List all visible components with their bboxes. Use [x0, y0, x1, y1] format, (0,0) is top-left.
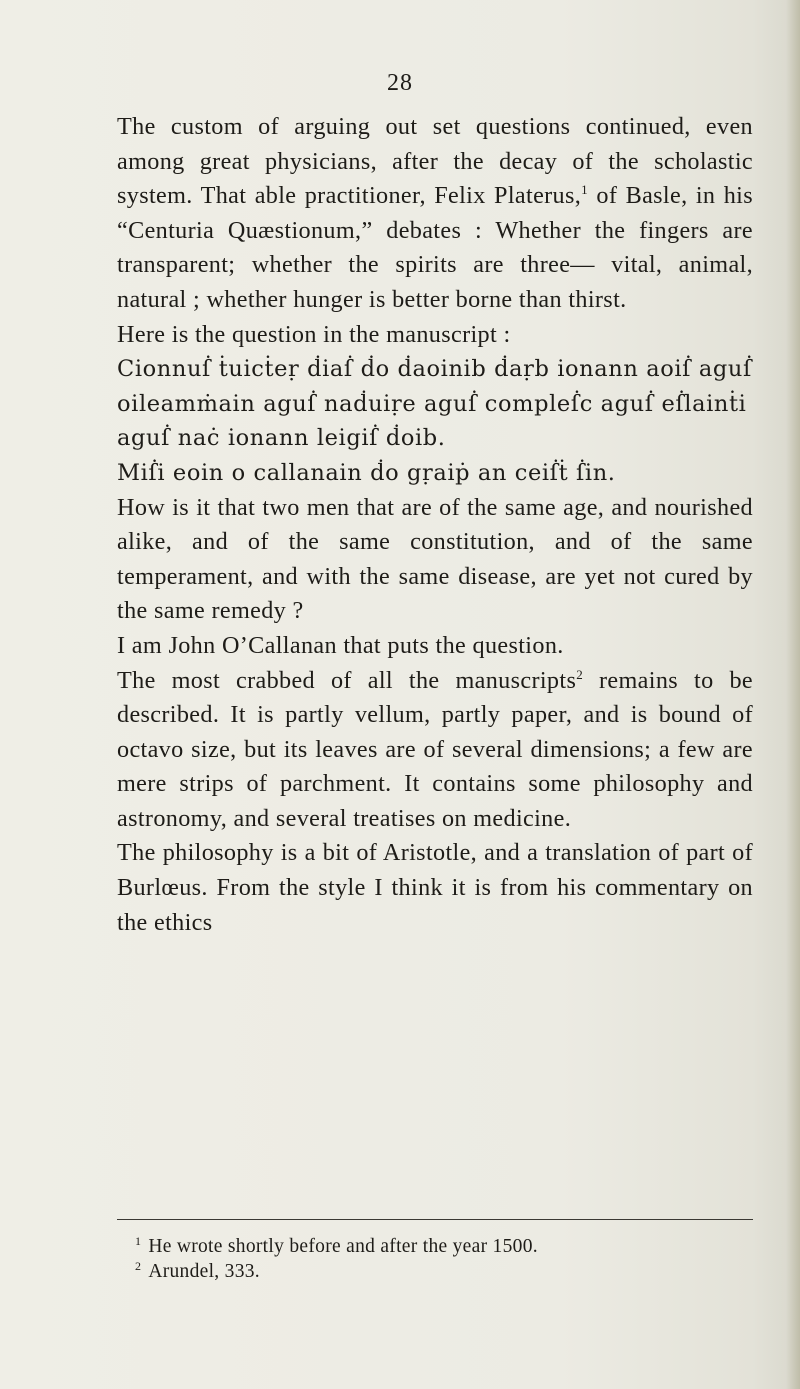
- footnote-mark: 1: [135, 1233, 142, 1248]
- body-text: [117, 110, 753, 940]
- footnote-divider: [117, 1219, 753, 1220]
- footnotes: [135, 1234, 755, 1284]
- footnote-2: [135, 1259, 755, 1284]
- page-edge-shadow: [786, 0, 800, 1389]
- footnote-text: Arundel, 333.: [148, 1261, 260, 1282]
- paragraph-text: The custom of arguing out set questions continued, even among great physicians, after the decay of the scholastic system. That able practitioner, Felix Platerus,: [117, 113, 753, 210]
- footnote-ref-2[interactable]: 2: [576, 666, 584, 682]
- footnote-mark: 2: [135, 1258, 142, 1273]
- paragraph-text-cont: remains to be described. It is partly vellum, partly paper, and is bound of octavo size, but its leaves are of several dimensions; a few are mere strips of parchment. It contains some philosophy and astronomy, and several treatises on medicine.: [117, 666, 753, 832]
- paragraph-translation: How is it that two men that are of the same age, and nourished alike, and of the same constitution, and of the same temperament, and with the same disease, are yet not cured by the same remedy ?: [117, 493, 753, 625]
- paragraph-platerus: [117, 110, 753, 318]
- footnote-1: [135, 1234, 755, 1259]
- footnote-text: He wrote shortly before and after the year 1500.: [148, 1236, 538, 1257]
- paragraph-text-cont: of Basle, in his “Centuria Quæstionum,” debates : Whether the fingers are transparent; whether the spirits are three— vital, animal, natural ; whether hunger is better borne than thirst.: [117, 182, 753, 313]
- page-number: 28: [387, 70, 413, 96]
- paragraph-philosophy: The philosophy is a bit of Aristotle, and a translation of part of Burlœus. From the style I think it is from his commentary on the ethics: [117, 839, 753, 936]
- irish-question: Cionnuẛ ṫuicṫeṛ ḋiaẛ ḋo ḋaoinib ḋaṛb ionann aoiẛ aguẛ oileamṁain aguẛ naḋuiṛe aguẛ compleẛc aguẛ eẛlainṫi aguẛ naċ ionann leigiẛ ḋoib.: [117, 356, 752, 452]
- paragraph-text: The most crabbed of all the manuscripts: [117, 666, 577, 694]
- paragraph-manuscript-intro: Here is the question in the manuscript :: [117, 320, 511, 348]
- paragraph-ocallanan: I am John O’Callanan that puts the question.: [117, 631, 564, 659]
- paragraph-crabbed-manuscript: [117, 664, 753, 837]
- footnote-ref-1[interactable]: 1: [581, 182, 589, 198]
- irish-signature: Miẛi eoin o callanain ḋo gṛaiṗ an ceiẛṫ ẛin.: [117, 459, 616, 486]
